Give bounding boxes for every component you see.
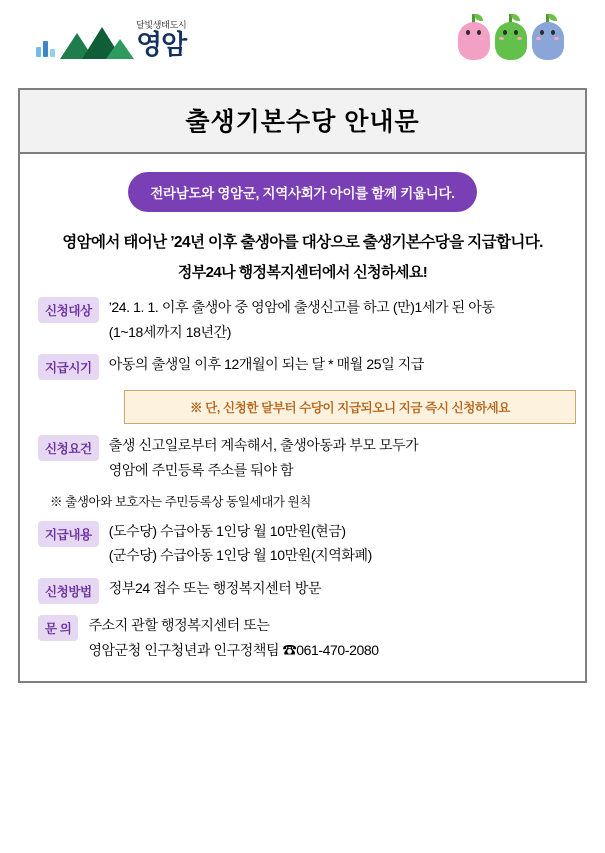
mascot-group <box>457 14 565 60</box>
row-eligibility-line-1: ’24. 1. 1. 이후 출생아 중 영암에 출생신고를 하고 (만)1세가 된 아동 <box>108 299 495 315</box>
mascot-pink-icon <box>457 14 491 60</box>
row-eligibility-body <box>109 296 571 343</box>
row-eligibility-line-2: (1~18세까지 18년간) <box>108 323 232 340</box>
row-payment-timing <box>38 353 571 380</box>
slogan-row <box>20 172 585 212</box>
row-payment-details-line-1: (도수당) 수급아동 1인당 월 10만원(현금) <box>108 522 346 539</box>
row-requirements-line-2: 영암에 주민등록 주소를 둬야 함 <box>108 462 294 479</box>
mascot-blue-icon <box>531 14 565 60</box>
row-how-to-apply-body: 정부24 접수 또는 행정복지센터 방문 <box>108 580 322 597</box>
tag-how-to-apply: 신청방법 <box>38 578 99 604</box>
mascot-green-icon <box>494 14 528 60</box>
tag-payment-details: 지급내용 <box>38 521 99 547</box>
lead-line-2: 정부24나 행정복지센터에서 신청하세요! <box>177 264 428 281</box>
row-requirements-body <box>109 434 571 481</box>
household-note: ※ 출생아와 보호자는 주민등록상 동일세대가 원칙 <box>50 494 311 509</box>
row-payment-details-line-2: (군수당) 수급아동 1인당 월 10만원(지역화폐) <box>108 547 372 564</box>
page-title: 출생기본수당 안내문 <box>185 108 420 136</box>
poster-frame <box>18 88 587 683</box>
row-how-to-apply <box>38 577 571 604</box>
tag-eligibility: 신청대상 <box>38 297 99 323</box>
row-requirements <box>38 434 571 481</box>
row-eligibility <box>38 296 571 343</box>
urgent-note-box: ※ 단, 신청한 달부터 수당이 지급되오니 지금 즉시 신청하세요 <box>124 390 576 424</box>
poster-title-bar <box>20 90 585 154</box>
lead-line-1: 영암에서 태어난 ’24년 이후 출생아를 대상으로 출생기본수당을 지급합니다. <box>62 234 543 251</box>
row-payment-details <box>38 520 571 567</box>
row-contact-line-1: 주소지 관할 행정복지센터 또는 <box>88 617 270 634</box>
row-payment-timing-body: 아동의 출생일 이후 12개월이 되는 달 * 매월 25일 지급 <box>108 356 425 373</box>
slogan-pill: 전라남도와 영암군, 지역사회가 아이를 함께 키웁니다. <box>128 172 476 212</box>
row-requirements-line-1: 출생 신고일로부터 계속해서, 출생아동과 부모 모두가 <box>108 437 419 454</box>
info-rows <box>20 296 585 661</box>
logo-text <box>136 18 186 59</box>
row-contact-line-2: 영암군청 인구청년과 인구정책팀 ☎061-470-2080 <box>88 641 379 658</box>
row-contact <box>38 614 571 661</box>
yeongam-logo <box>36 18 186 59</box>
row-contact-body <box>88 614 571 661</box>
logo-slogan: 달빛생태도시 <box>136 20 187 30</box>
mountain-icon <box>60 25 130 59</box>
row-payment-details-body <box>109 520 571 567</box>
logo-name: 영암 <box>136 30 187 60</box>
logo-bars-icon <box>36 29 58 59</box>
tag-payment-timing: 지급시기 <box>38 354 99 380</box>
tag-requirements: 신청요건 <box>38 435 99 461</box>
page-header <box>0 0 605 78</box>
tag-contact: 문 의 <box>38 615 78 641</box>
